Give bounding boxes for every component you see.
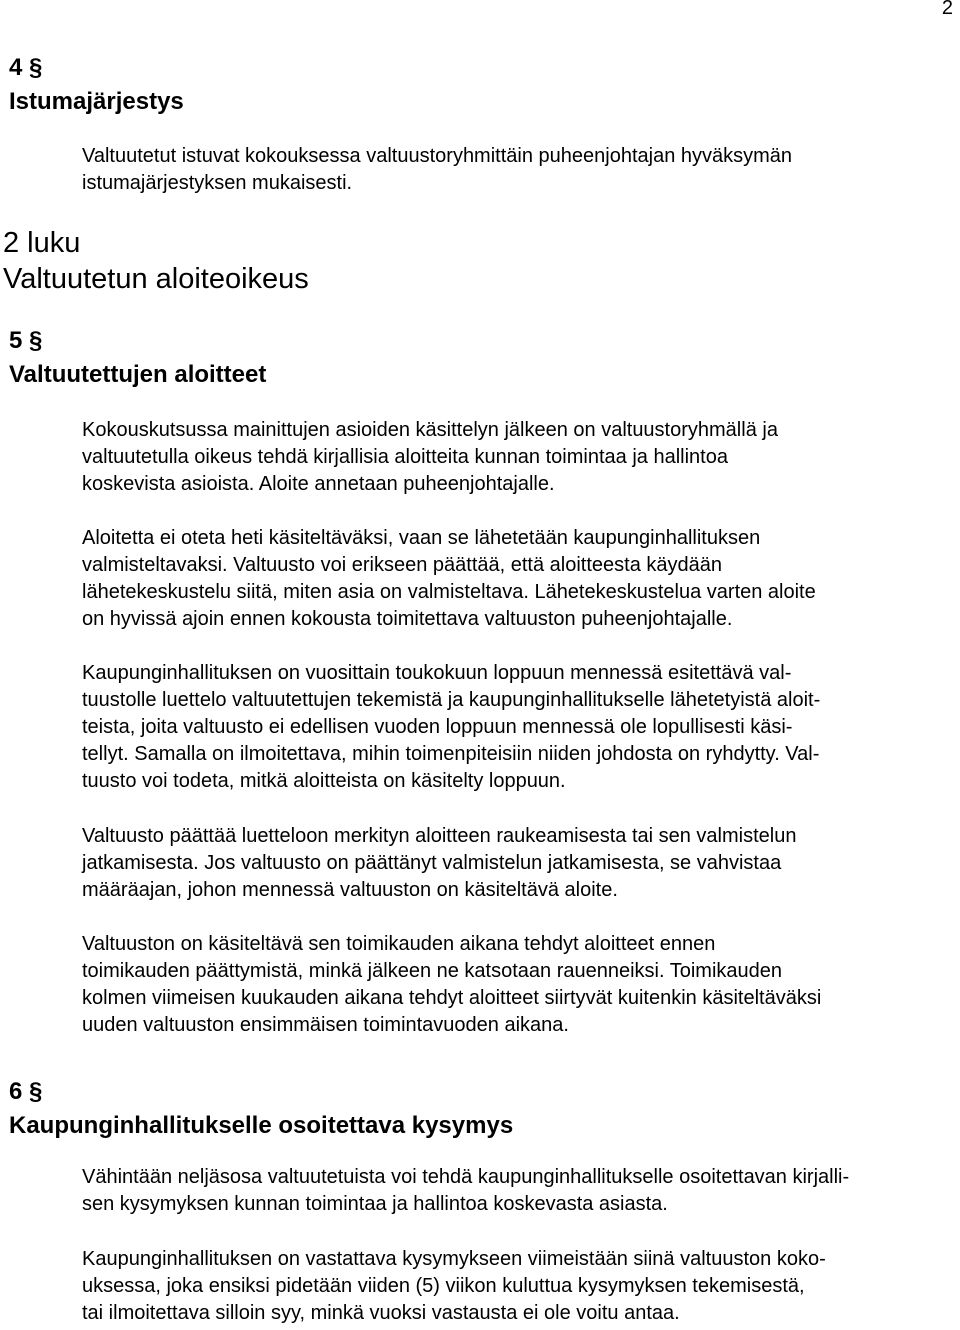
text-line: teista, joita valtuusto ei edellisen vuoden loppuun mennessä ole lopullisesti käsi- [82,716,793,738]
text-line: Valtuusto päättää luetteloon merkityn aloitteen raukeamisesta tai sen valmistelun [82,825,797,847]
section-5-paragraph-4 [82,823,940,904]
chapter-title: Valtuutetun aloiteoikeus [3,263,309,295]
text-line: on hyvissä ajoin ennen kokousta toimitettava valtuuston puheenjohtajalle. [82,608,733,630]
section-5-paragraph-3 [82,660,940,795]
chapter-2-heading [3,225,309,297]
text-line: koskevista asioista. Aloite annetaan puheenjohtajalle. [82,473,555,495]
section-title: Valtuutettujen aloitteet [9,361,267,388]
section-title: Kaupunginhallitukselle osoitettava kysymys [9,1112,514,1139]
section-6-heading [9,1075,513,1143]
section-number: 4 § [9,54,43,81]
text-line: määräajan, johon mennessä valtuuston on käsiteltävä aloite. [82,879,618,901]
text-line: Vähintään neljäsosa valtuutetuista voi tehdä kaupunginhallitukselle osoitettavan kirjalli- [82,1166,850,1188]
text-line: tellyt. Samalla on ilmoitettava, mihin toimenpiteisiin niiden johdosta on ryhdytty. Val- [82,743,820,765]
text-line: tuusto voi todeta, mitkä aloitteista on käsitelty loppuun. [82,770,566,792]
text-line: Kaupunginhallituksen on vastattava kysymykseen viimeistään siinä valtuuston koko- [82,1248,826,1270]
text-line: uuden valtuuston ensimmäisen toimintavuoden aikana. [82,1014,569,1036]
text-line: Kaupunginhallituksen on vuosittain toukokuun loppuun mennessä esitettävä val- [82,662,792,684]
section-6-paragraph-2 [82,1246,940,1327]
text-line: istumajärjestyksen mukaisesti. [82,172,353,194]
section-title: Istumajärjestys [9,88,184,115]
section-6-paragraph-1 [82,1164,940,1218]
text-line: tai ilmoitettava silloin syy, minkä vuoksi vastausta ei ole voitu antaa. [82,1302,680,1324]
chapter-number: 2 luku [3,227,81,259]
section-5-paragraph-5 [82,931,940,1039]
section-number: 5 § [9,327,43,354]
text-line: Kokouskutsussa mainittujen asioiden käsittelyn jälkeen on valtuustoryhmällä ja [82,419,778,441]
text-line: toimikauden päättymistä, minkä jälkeen ne katsotaan rauenneiksi. Toimikauden [82,960,783,982]
text-line: tuustolle luettelo valtuutettujen tekemistä ja kaupunginhallitukselle lähetetyistä aloit- [82,689,821,711]
text-line: valmisteltavaksi. Valtuusto voi erikseen päättää, että aloitteesta käydään [82,554,722,576]
text-line: kolmen viimeisen kuukauden aikana tehdyt aloitteet siirtyvät kuitenkin käsiteltäväksi [82,987,822,1009]
section-4-paragraph-1 [82,143,940,197]
text-line: sen kysymyksen kunnan toimintaa ja hallintoa koskevasta asiasta. [82,1193,668,1215]
section-5-heading [9,324,266,392]
page-number: 2 [941,0,953,19]
text-line: Valtuuston on käsiteltävä sen toimikauden aikana tehdyt aloitteet ennen [82,933,716,955]
text-line: jatkamisesta. Jos valtuusto on päättänyt valmistelun jatkamisesta, se vahvistaa [82,852,782,874]
section-5-paragraph-1 [82,417,940,498]
text-line: uksessa, joka ensiksi pidetään viiden (5) viikon kuluttua kysymyksen tekemisestä, [82,1275,805,1297]
section-5-paragraph-2 [82,525,940,633]
text-line: Valtuutetut istuvat kokouksessa valtuustoryhmittäin puheenjohtajan hyväksymän [82,145,793,167]
text-line: Aloitetta ei oteta heti käsiteltäväksi, vaan se lähetetään kaupunginhallituksen [82,527,761,549]
text-line: lähetekeskustelu siitä, miten asia on valmisteltava. Lähetekeskustelua varten aloite [82,581,816,603]
section-number: 6 § [9,1078,43,1105]
section-4-heading [9,51,184,119]
text-line: valtuutetulla oikeus tehdä kirjallisia aloitteita kunnan toimintaa ja hallintoa [82,446,728,468]
